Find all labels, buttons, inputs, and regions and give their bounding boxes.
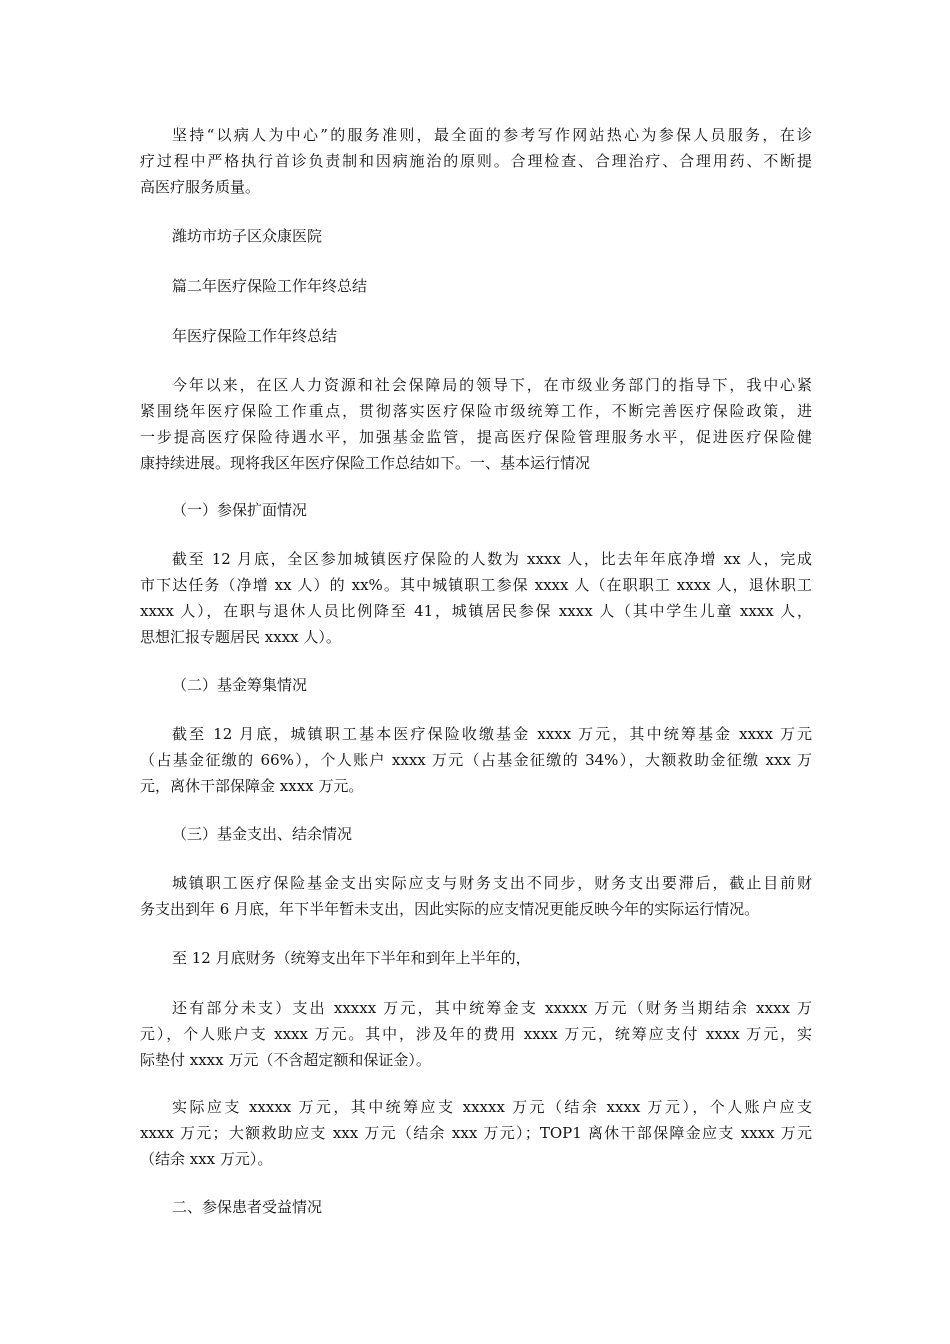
text-line: 截至 12 月底，全区参加城镇医疗保险的人数为 xxxx 人，比去年年底净增 xx 人，完成 <box>172 550 812 568</box>
text-line: （结余 xxx 万元）。 <box>140 1150 273 1168</box>
text-line: xxxx 人），在职与退休人员比例降至 41，城镇居民参保 xxxx 人（其中学生儿童 xxxx 人， <box>140 602 812 620</box>
text-line: 元，离休干部保障金 xxxx 万元。 <box>140 777 364 795</box>
paragraph-fund-raising <box>140 721 812 799</box>
text-line: （占基金征缴的 66%），个人账户 xxxx 万元（占基金征缴的 34%），大额救助金征缴 xxx 万 <box>140 751 812 769</box>
text-line: 务支出到年 6 月底，年下半年暂未支出，因此实际的应支情况更能反映今年的实际运行情况。 <box>140 900 760 918</box>
text-line: 市下达任务（净增 xx 人）的 xx%。其中城镇职工参保 xxxx 人（在职职工 xxxx 人，退休职工 <box>140 576 812 594</box>
text-line: 疗过程中严格执行首诊负责制和因病施治的原则。合理检查、合理治疗、合理用药、不断提 <box>140 152 812 170</box>
paragraph-service-principle <box>140 122 812 200</box>
text-line: 一步提高医疗保险待遇水平，加强基金监管，提高医疗保险管理服务水平，促进医疗保险健 <box>140 428 812 446</box>
section-heading: 二、参保患者受益情况 <box>172 1198 323 1216</box>
hospital-name: 潍坊市坊子区众康医院 <box>172 227 323 245</box>
paragraph-financial-note: 至 12 月底财务（统筹支出年下半年和到年上半年的， <box>172 949 531 967</box>
text-line: 城镇职工医疗保险基金支出实际应支与财务支出不同步，财务支出要滞后，截止目前财 <box>172 874 812 892</box>
text-line: xxxx 万元；大额救助应支 xxx 万元（结余 xxx 万元）；TOP1 离休干部保障金应支 xxxx 万元 <box>140 1124 812 1142</box>
text-line: 紧围绕年医疗保险工作重点，贯彻落实医疗保险市级统筹工作，不断完善医疗保险政策，进 <box>140 402 812 420</box>
text-line: 康持续进展。现将我区年医疗保险工作总结如下。一、基本运行情况 <box>140 454 591 472</box>
paragraph-introduction <box>140 372 812 476</box>
text-line: 还有部分未支）支出 xxxxx 万元，其中统筹金支 xxxxx 万元（财务当期结余 xxxx 万 <box>172 999 812 1017</box>
subsection-heading: （三）基金支出、结余情况 <box>172 825 353 843</box>
paragraph-enrollment <box>140 546 812 650</box>
subsection-heading: （二）基金筹集情况 <box>172 676 308 694</box>
section-subheading: 年医疗保险工作年终总结 <box>172 327 338 345</box>
text-line: 元），个人账户支 xxxx 万元。其中，涉及年的费用 xxxx 万元，统筹应支付 xxxx 万元，实 <box>140 1025 812 1043</box>
text-line: 坚持“以病人为中心”的服务准则，最全面的参考写作网站热心为参保人员服务，在诊 <box>172 126 812 144</box>
paragraph-actual-payable <box>140 1094 812 1172</box>
text-line: 高医疗服务质量。 <box>140 178 261 196</box>
section-heading: 篇二年医疗保险工作年终总结 <box>172 277 368 295</box>
text-line: 际垫付 xxxx 万元（不含超定额和保证金）。 <box>140 1051 431 1069</box>
text-line: 思想汇报专题居民 xxxx 人）。 <box>140 628 341 646</box>
subsection-heading: （一）参保扩面情况 <box>172 501 308 519</box>
text-line: 实际应支 xxxxx 万元，其中统筹应支 xxxxx 万元（结余 xxxx 万元），个人账户应支 <box>172 1098 812 1116</box>
paragraph-expenditure-detail <box>140 995 812 1073</box>
paragraph-fund-expenditure <box>140 870 812 922</box>
text-line: 今年以来，在区人力资源和社会保障局的领导下，在市级业务部门的指导下，我中心紧 <box>172 376 812 394</box>
text-line: 截至 12 月底，城镇职工基本医疗保险收缴基金 xxxx 万元，其中统筹基金 xxxx 万元 <box>172 725 812 743</box>
